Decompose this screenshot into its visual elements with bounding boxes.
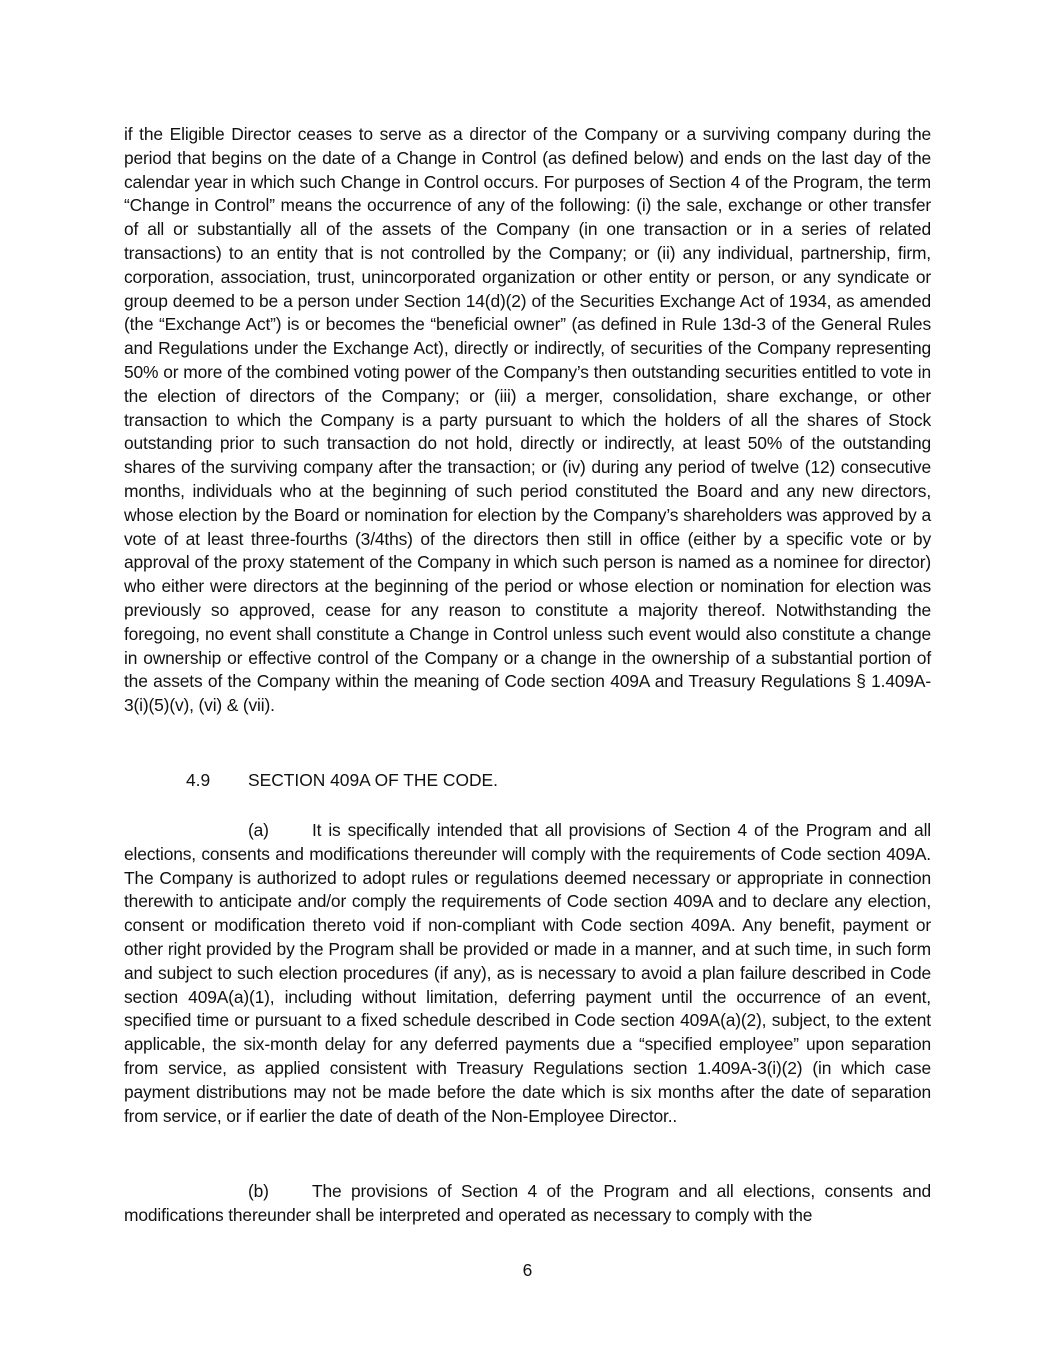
subsection-a	[124, 819, 931, 1128]
section-number: 4.9	[186, 770, 211, 790]
subsection-a-label: (a)	[248, 820, 269, 840]
paragraph-change-in-control: if the Eligible Director ceases to serve as a director of the Company or a surviving company during the period that begins on the date of a Change in Control (as defined below) and ends on the last day of the calendar year in which such Change in Control occurs. For purposes of Section 4 of the Program, the term “Change in Control” means the occurrence of any of the following: (i) the sale, exchange or other transfer of all or substantially all of the assets of the Company (in one transaction or in a series of related transactions) to an entity that is not controlled by the Company; or (ii) any individual, partnership, firm, corporation, association, trust, unincorporated organization or other entity or person, or any syndicate or group deemed to be a person under Section 14(d)(2) of the Securities Exchange Act of 1934, as amended (the “Exchange Act”) is or becomes the “beneficial owner” (as defined in Rule 13d-3 of the General Rules and Regulations under the Exchange Act), directly or indirectly, of securities of the Company representing 50% or more of the combined voting power of the Company’s then outstanding securities entitled to vote in the election of directors of the Company; or (iii) a merger, consolidation, share exchange, or other transaction to which the Company is a party pursuant to which the holders of all the shares of Stock outstanding prior to such transaction do not hold, directly or indirectly, at least 50% of the outstanding shares of the surviving company after the transaction; or (iv) during any period of twelve (12) consecutive months, individuals who at the beginning of such period constituted the Board and any new directors, whose election by the Board or nomination for election by the Company’s shareholders was approved by a vote of at least three-fourths (3/4ths) of the directors then still in office (either by a specific vote or by approval of the proxy statement of the Company in which such person is named as a nominee for director) who either were directors at the beginning of the period or whose election or nomination for election was previously so approved, cease for any reason to constitute a majority thereof. Notwithstanding the foregoing, no event shall constitute a Change in Control unless such event would also constitute a change in ownership or effective control of the Company or a change in the ownership of a substantial portion of the assets of the Company within the meaning of Code section 409A and Treasury Regulations § 1.409A-3(i)(5)(v), (vi) & (vii).	[124, 124, 931, 716]
subsection-b	[124, 1180, 931, 1228]
page-number: 6	[522, 1260, 533, 1280]
subsection-a-text: It is specifically intended that all provisions of Section 4 of the Program and all elections, consents and modifications thereunder will comply with the requirements of Code section 409A. The Company is authorized to adopt rules or regulations deemed necessary or appropriate in connection therewith to anticipate and/or comply the requirements of Code section 409A and to declare any election, consent or modification thereto void if non-compliant with Code section 409A. Any benefit, payment or other right provided by the Program shall be provided or made in a manner, and at such time, in such form and subject to such election procedures (if any), as is necessary to avoid a plan failure described in Code section 409A(a)(1), including without limitation, deferring payment until the occurrence of an event, specified time or pursuant to a fixed schedule described in Code section 409A(a)(2), subject, to the extent applicable, the six-month delay for any deferred payments due a “specified employee” upon separation from service, as applied consistent with Treasury Regulations section 1.409A-3(i)(2) (in which case payment distributions may not be made before the date which is six months after the date of separation from service, or if earlier the date of death of the Non-Employee Director..	[124, 820, 931, 1126]
subsection-b-label: (b)	[248, 1181, 269, 1201]
subsection-b-text: The provisions of Section 4 of the Program and all elections, consents and modifications thereunder shall be interpreted and operated as necessary to comply with the	[124, 1181, 931, 1225]
section-heading	[186, 769, 498, 793]
section-title: SECTION 409A OF THE CODE.	[248, 770, 498, 790]
